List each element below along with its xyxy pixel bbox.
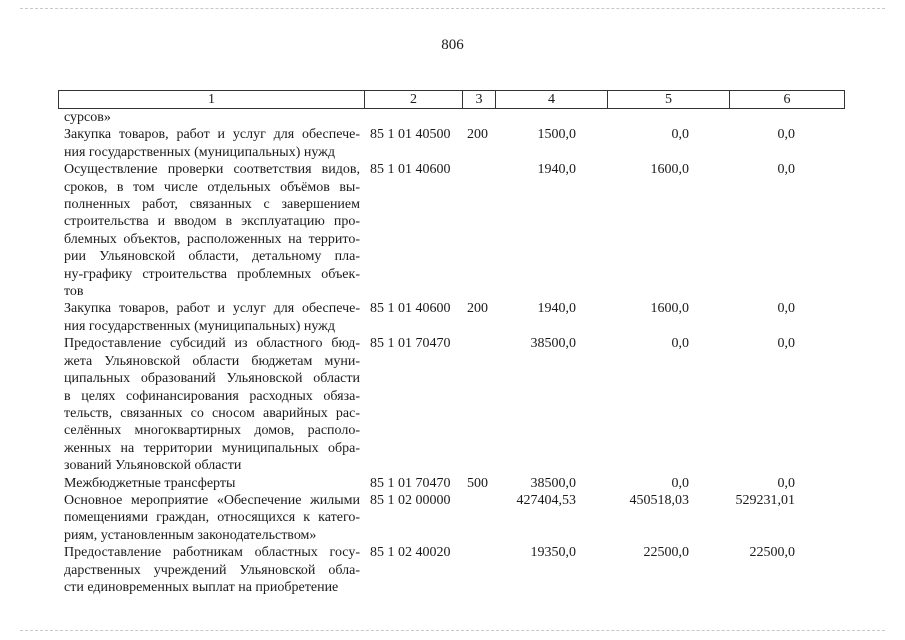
description-line: Предоставление работникам областных госу- <box>64 545 360 561</box>
description-line: блемных объектов, расположенных на террито- <box>64 231 360 247</box>
table-row <box>0 109 905 126</box>
table-row <box>0 492 905 544</box>
page-number: 806 <box>441 37 464 53</box>
row-value-year-1: 1940,0 <box>537 162 576 178</box>
row-value-year-1: 427404,53 <box>516 492 576 508</box>
row-code: 85 1 01 40500 <box>370 127 451 143</box>
row-code: 85 1 01 70470 <box>370 336 451 352</box>
description-line: полненных работ, связанных с завершением <box>64 197 360 213</box>
description-line: тов <box>64 284 84 300</box>
row-value-year-3: 529231,01 <box>735 492 795 508</box>
row-value-year-3: 0,0 <box>777 336 795 352</box>
row-description <box>64 335 360 474</box>
column-header-row <box>59 91 845 109</box>
row-expense-type: 200 <box>467 301 488 317</box>
description-line: сти единовременных выплат на приобретение <box>64 579 339 595</box>
description-line: женных на территории муниципальных обра- <box>64 440 360 456</box>
description-line: ципальных образований Ульяновской области <box>64 371 360 387</box>
description-line: Закупка товаров, работ и услуг для обеспече- <box>64 301 360 317</box>
description-line: зований Ульяновской области <box>64 458 242 474</box>
row-value-year-2: 450518,03 <box>629 492 689 508</box>
table-row <box>0 300 905 335</box>
row-value-year-1: 38500,0 <box>530 475 576 491</box>
row-expense-type: 200 <box>467 127 488 143</box>
row-description <box>64 475 360 492</box>
table-row <box>0 544 905 596</box>
row-value-year-3: 0,0 <box>777 301 795 317</box>
row-description <box>64 492 360 544</box>
row-value-year-1: 38500,0 <box>530 336 576 352</box>
column-header-4: 4 <box>496 91 608 109</box>
row-value-year-2: 1600,0 <box>650 162 689 178</box>
description-line: ния государственных (муниципальных) нужд <box>64 144 335 160</box>
description-line: Межбюджетные трансферты <box>64 475 236 491</box>
row-expense-type: 500 <box>467 475 488 491</box>
row-value-year-3: 0,0 <box>777 127 795 143</box>
description-line: сроков, в том числе отдельных объёмов вы- <box>64 179 360 195</box>
top-scan-edge <box>20 8 885 9</box>
column-header-3: 3 <box>463 91 496 109</box>
row-code: 85 1 01 70470 <box>370 475 451 491</box>
row-value-year-2: 1600,0 <box>650 301 689 317</box>
row-value-year-1: 19350,0 <box>530 545 576 561</box>
row-value-year-3: 0,0 <box>777 475 795 491</box>
description-line: селённых многоквартирных домов, располо- <box>64 423 360 439</box>
description-line: сурсов» <box>64 110 111 125</box>
column-header-table <box>58 90 845 109</box>
row-value-year-2: 22500,0 <box>643 545 689 561</box>
row-value-year-1: 1940,0 <box>537 301 576 317</box>
row-description <box>64 300 360 335</box>
description-line: тельств, связанных со сносом аварийных рас- <box>64 405 360 421</box>
column-header-5: 5 <box>608 91 730 109</box>
row-value-year-2: 0,0 <box>671 336 689 352</box>
table-row <box>0 475 905 492</box>
row-code: 85 1 02 00000 <box>370 492 451 508</box>
description-line: помещениями граждан, относящихся к катего- <box>64 510 360 526</box>
row-value-year-1: 1500,0 <box>537 127 576 143</box>
description-line: Основное мероприятие «Обеспечение жилыми <box>64 492 360 508</box>
budget-table-body <box>0 109 905 596</box>
bottom-scan-edge <box>20 630 885 631</box>
description-line: ния государственных (муниципальных) нужд <box>64 318 335 334</box>
row-description <box>64 126 360 161</box>
column-header-2: 2 <box>365 91 463 109</box>
description-line: Осуществление проверки соответствия видов, <box>64 162 360 178</box>
description-line: жета Ульяновской области бюджетам муни- <box>64 353 360 369</box>
description-line: рии Ульяновской области, детальному пла- <box>64 249 360 265</box>
row-value-year-2: 0,0 <box>671 127 689 143</box>
description-line: строительства и вводом в эксплуатацию про- <box>64 214 360 230</box>
description-line: риям, установленным законодательством» <box>64 527 317 543</box>
row-description <box>64 544 360 596</box>
table-row <box>0 126 905 161</box>
description-line: Закупка товаров, работ и услуг для обеспече- <box>64 127 360 143</box>
row-code: 85 1 01 40600 <box>370 301 451 317</box>
description-line: в целях софинансирования расходных обяза- <box>64 388 360 404</box>
row-value-year-3: 22500,0 <box>749 545 795 561</box>
description-line: дарственных учреждений Ульяновской обла- <box>64 562 360 578</box>
row-code: 85 1 02 40020 <box>370 545 451 561</box>
row-description <box>64 161 360 300</box>
table-row <box>0 335 905 474</box>
column-header-1: 1 <box>59 91 365 109</box>
description-line: Предоставление субсидий из областного бюд- <box>64 336 360 352</box>
row-code: 85 1 01 40600 <box>370 162 451 178</box>
row-description <box>64 109 360 126</box>
column-header-6: 6 <box>730 91 845 109</box>
table-row <box>0 161 905 300</box>
description-line: ну-графику строительства проблемных объек- <box>64 266 360 282</box>
row-value-year-2: 0,0 <box>671 475 689 491</box>
row-value-year-3: 0,0 <box>777 162 795 178</box>
